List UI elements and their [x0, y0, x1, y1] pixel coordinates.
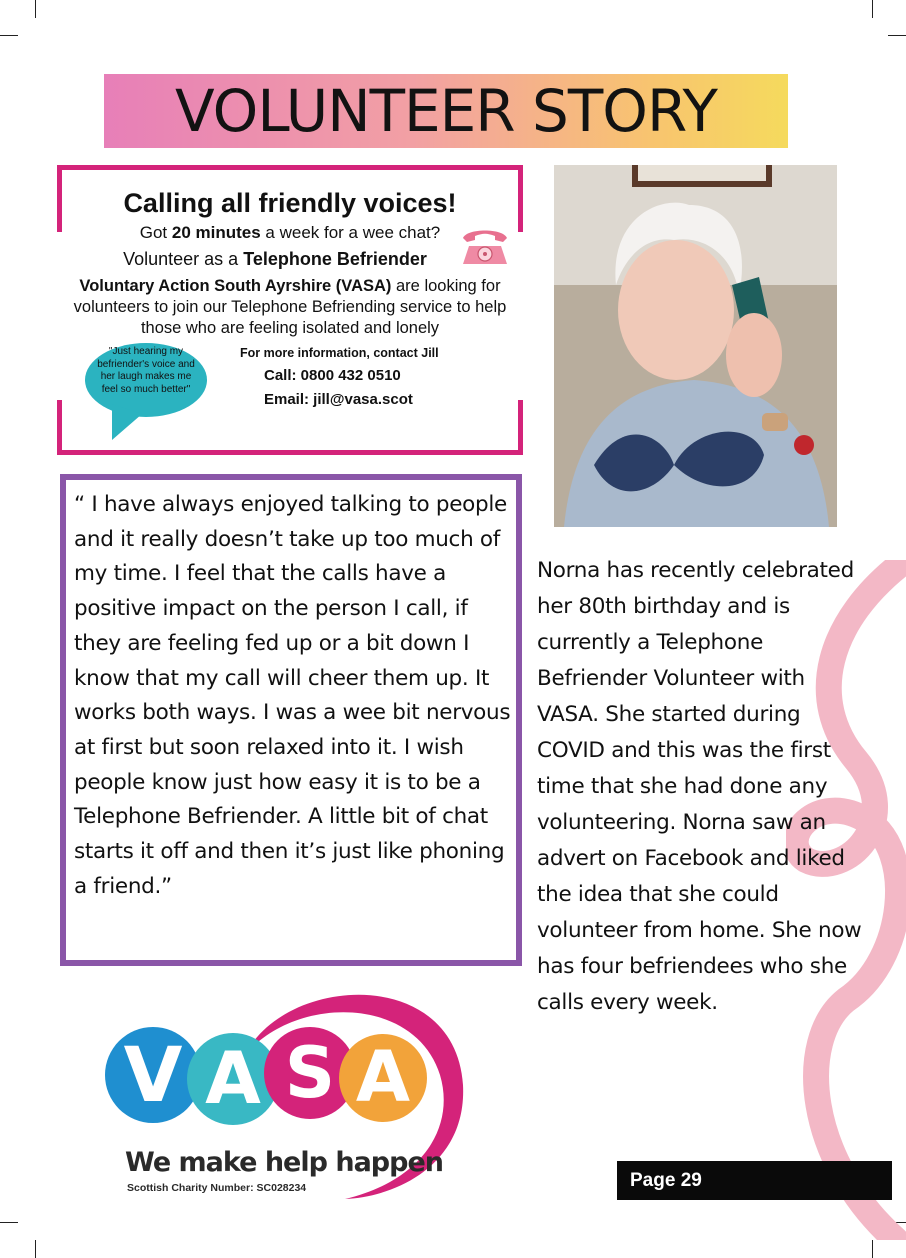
bubble-quote: "Just hearing my befriender's voice and her laugh makes me feel so much better" [97, 346, 195, 395]
contact-info: For more information, contact Jill [240, 346, 439, 360]
crop-mark [0, 1222, 18, 1223]
crop-mark [0, 35, 18, 36]
crop-mark [35, 0, 36, 18]
advert-line-volunteer: Volunteer as a Telephone Befriender [123, 249, 427, 269]
logo-letter-s: S [284, 1032, 336, 1114]
volunteer-quote: “ I have always enjoyed talking to people and it really doesn’t take up too much of my time. I feel that the calls have a positive impact on the person I call, if they are feeling fed up or a bit down I know that my call will cheer them up. It works both ways. I was a wee bit nervous at first but soon relaxed into it. I wish people know just how easy it is to be a Telephone Befriender. A little bit of chat starts it off and then it’s just like phoning a friend.” [74, 492, 511, 899]
title-banner [104, 74, 788, 148]
vasa-logo [95, 975, 475, 1200]
page-number-label [617, 1161, 892, 1200]
story-text [537, 553, 867, 1021]
volunteer-photo [554, 165, 837, 527]
advert-org-text: Voluntary Action South Ayrshire (VASA) are looking for volunteers to join our Telephone Befriending service to help those who are feeling isolated and lonely [73, 277, 507, 337]
logo-tagline: We make help happen [125, 1147, 443, 1178]
page-title: VOLUNTEER STORY [175, 77, 717, 145]
quote-box [60, 474, 522, 966]
page-number-text: Page 29 [630, 1169, 702, 1191]
advert-heading: Calling all friendly voices! [123, 188, 457, 218]
advert-line-minutes: Got 20 minutes a week for a wee chat? [139, 223, 441, 242]
logo-letter-v: V [123, 1030, 183, 1119]
contact-phone: Call: 0800 432 0510 [264, 367, 401, 384]
advert-box [57, 165, 523, 455]
logo-letter-a: A [205, 1036, 261, 1120]
story-paragraph: Norna has recently celebrated her 80th birthday and is currently a Telephone Befriender Volunteer with VASA. She started during COVID and this was the first time that she had done any volunteering. Norna saw an advert on Facebook and liked the idea that she could volunteer from home. She now has four befriendees who she calls every week. [537, 558, 862, 1015]
charity-number: Scottish Charity Number: SC028234 [127, 1182, 307, 1194]
crop-mark [872, 1240, 873, 1258]
telephone-icon [457, 224, 513, 268]
contact-email: Email: jill@vasa.scot [264, 391, 413, 408]
crop-mark [888, 35, 906, 36]
logo-letter-a2: A [355, 1036, 411, 1118]
crop-mark [35, 1240, 36, 1258]
crop-mark [872, 0, 873, 18]
